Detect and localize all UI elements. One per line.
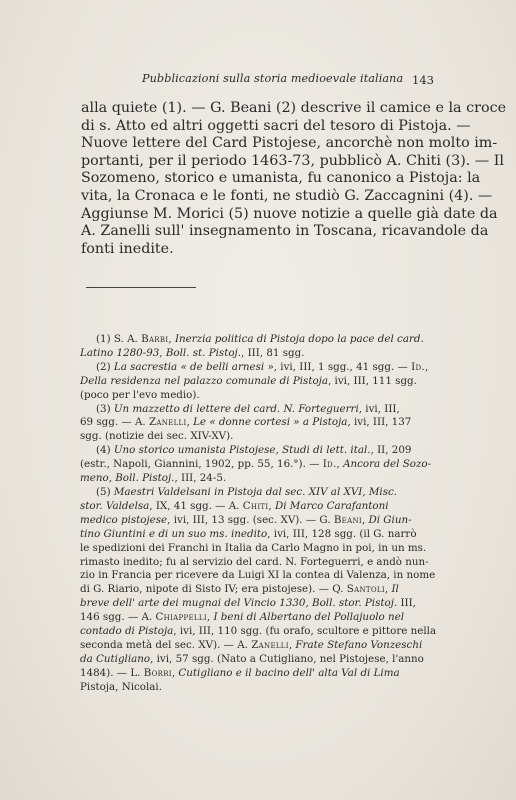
footnote-line: da Cutigliano, ivi, 57 sgg. (Nato a Cutigliano, nel Pistojese, l'anno: [80, 652, 424, 665]
body-line: Sozomeno, storico e umanista, fu canonico a Pistoja: la: [81, 170, 481, 187]
footnote-line: 146 sgg. — A. Chiappelli, I beni di Albertano del Pollajuolo nel: [80, 611, 405, 624]
footnote-line: Latino 1280-93, Boll. st. Pistoj., III, 81 sgg.: [80, 346, 305, 359]
body-line: Aggiunse M. Morici (5) nuove notizie a quelle già date da: [81, 205, 498, 222]
footnote-2: [80, 361, 430, 403]
footnote-line: 1484). — L. Borri, Cutigliano e il bacino dell' alta Val di Lima: [80, 666, 400, 679]
body-line: A. Zanelli sull' insegnamento in Toscana, ricavandole da: [81, 223, 489, 240]
footnote-line: zio in Francia per ricevere da Luigi XI la contea di Valenza, in nome: [80, 569, 436, 582]
footnote-line: sgg. (notizie dei sec. XIV-XV).: [80, 430, 234, 443]
footnote-line: (poco per l'evo medio).: [80, 388, 200, 401]
footnote-3: [80, 403, 430, 445]
footnote-line: breve dell' arte dei mugnai del Vincio 1330, Boll. stor. Pistoj. III,: [80, 597, 416, 610]
footnote-5: [80, 485, 437, 695]
page-number: 143: [412, 73, 434, 87]
footnote-line: Della residenza nel palazzo comunale di Pistoja, ivi, III, 111 sgg.: [80, 374, 417, 387]
footnotes: [80, 333, 437, 695]
body-line: portanti, per il periodo 1463-73, pubblicò A. Chiti (3). — Il: [81, 152, 504, 169]
footnote-line: 69 sgg. — A. Zanelli, Le « donne cortesi » a Pistoja, ivi, III, 137: [80, 416, 412, 429]
footnote-line: seconda metà del sec. XV). — A. Zanelli, Frate Stefano Vonzeschi: [80, 638, 423, 651]
footnote-1: [80, 333, 430, 361]
footnote-divider: [86, 287, 196, 288]
footnote-line: (5) Maestri Valdelsani in Pistoja dal sec. XIV al XVI, Misc.: [96, 485, 398, 498]
footnote-line: (3) Un mazzetto di lettere del card. N. Forteguerri, ivi, III,: [96, 402, 400, 415]
page-header: [0, 72, 516, 92]
footnote-4: [80, 444, 430, 486]
body-line: vita, la Cronaca e le fonti, ne studiò G. Zaccagnini (4). —: [81, 187, 493, 204]
footnote-line: contado di Pistoja, ivi, III, 110 sgg. (fu orafo, scultore e pittore nella: [80, 625, 437, 638]
footnote-line: le spedizioni dei Franchi in Italia da Carlo Magno in poi, in un ms.: [80, 541, 427, 554]
footnote-line: meno, Boll. Pistoj., III, 24-5.: [80, 472, 227, 485]
footnote-line: rimasto inedito; fu al servizio del card. N. Forteguerri, e andò nun-: [80, 555, 429, 568]
footnote-line: tino Giuntini e di un suo ms. inedito, ivi, III, 128 sgg. (il G. narrò: [80, 527, 417, 540]
footnote-line: (1) S. A. Barbi, Inerzia politica di Pistoja dopo la pace del card.: [96, 333, 424, 345]
footnote-line: (4) Uno storico umanista Pistojese, Studi di lett. ital., II, 209: [96, 444, 412, 457]
body-line: fonti inedite.: [81, 240, 174, 257]
footnote-line: (estr., Napoli, Giannini, 1902, pp. 55, 16.°). — Id., Ancora del Sozo-: [80, 458, 432, 471]
body-line: alla quiete (1). — G. Beani (2) descrive il camice e la croce: [81, 100, 507, 116]
footnote-line: Pistoja, Nicolai.: [80, 680, 162, 693]
footnote-line: di G. Riario, nipote di Sisto IV; era pistojese). — Q. Santoli, Il: [80, 583, 399, 596]
running-head: Pubblicazioni sulla storia medioevale italiana: [142, 72, 404, 85]
footnote-line: medico pistojese, ivi, III, 13 sgg. (sec. XV). — G. Beani, Di Giun-: [80, 513, 412, 526]
body-line: di s. Atto ed altri oggetti sacri del tesoro di Pistoja. —: [81, 117, 471, 134]
footnote-line: (2) La sacrestia « de belli arnesi », ivi, III, 1 sgg., 41 sgg. — Id.,: [96, 360, 429, 373]
footnote-line: stor. Valdelsa, IX, 41 sgg. — A. Chiti, Di Marco Carafantoni: [80, 499, 389, 512]
body-line: Nuove lettere del Card Pistojese, ancorchè non molto im-: [81, 135, 498, 152]
body-paragraph: [81, 100, 507, 258]
body-text: [81, 100, 507, 258]
